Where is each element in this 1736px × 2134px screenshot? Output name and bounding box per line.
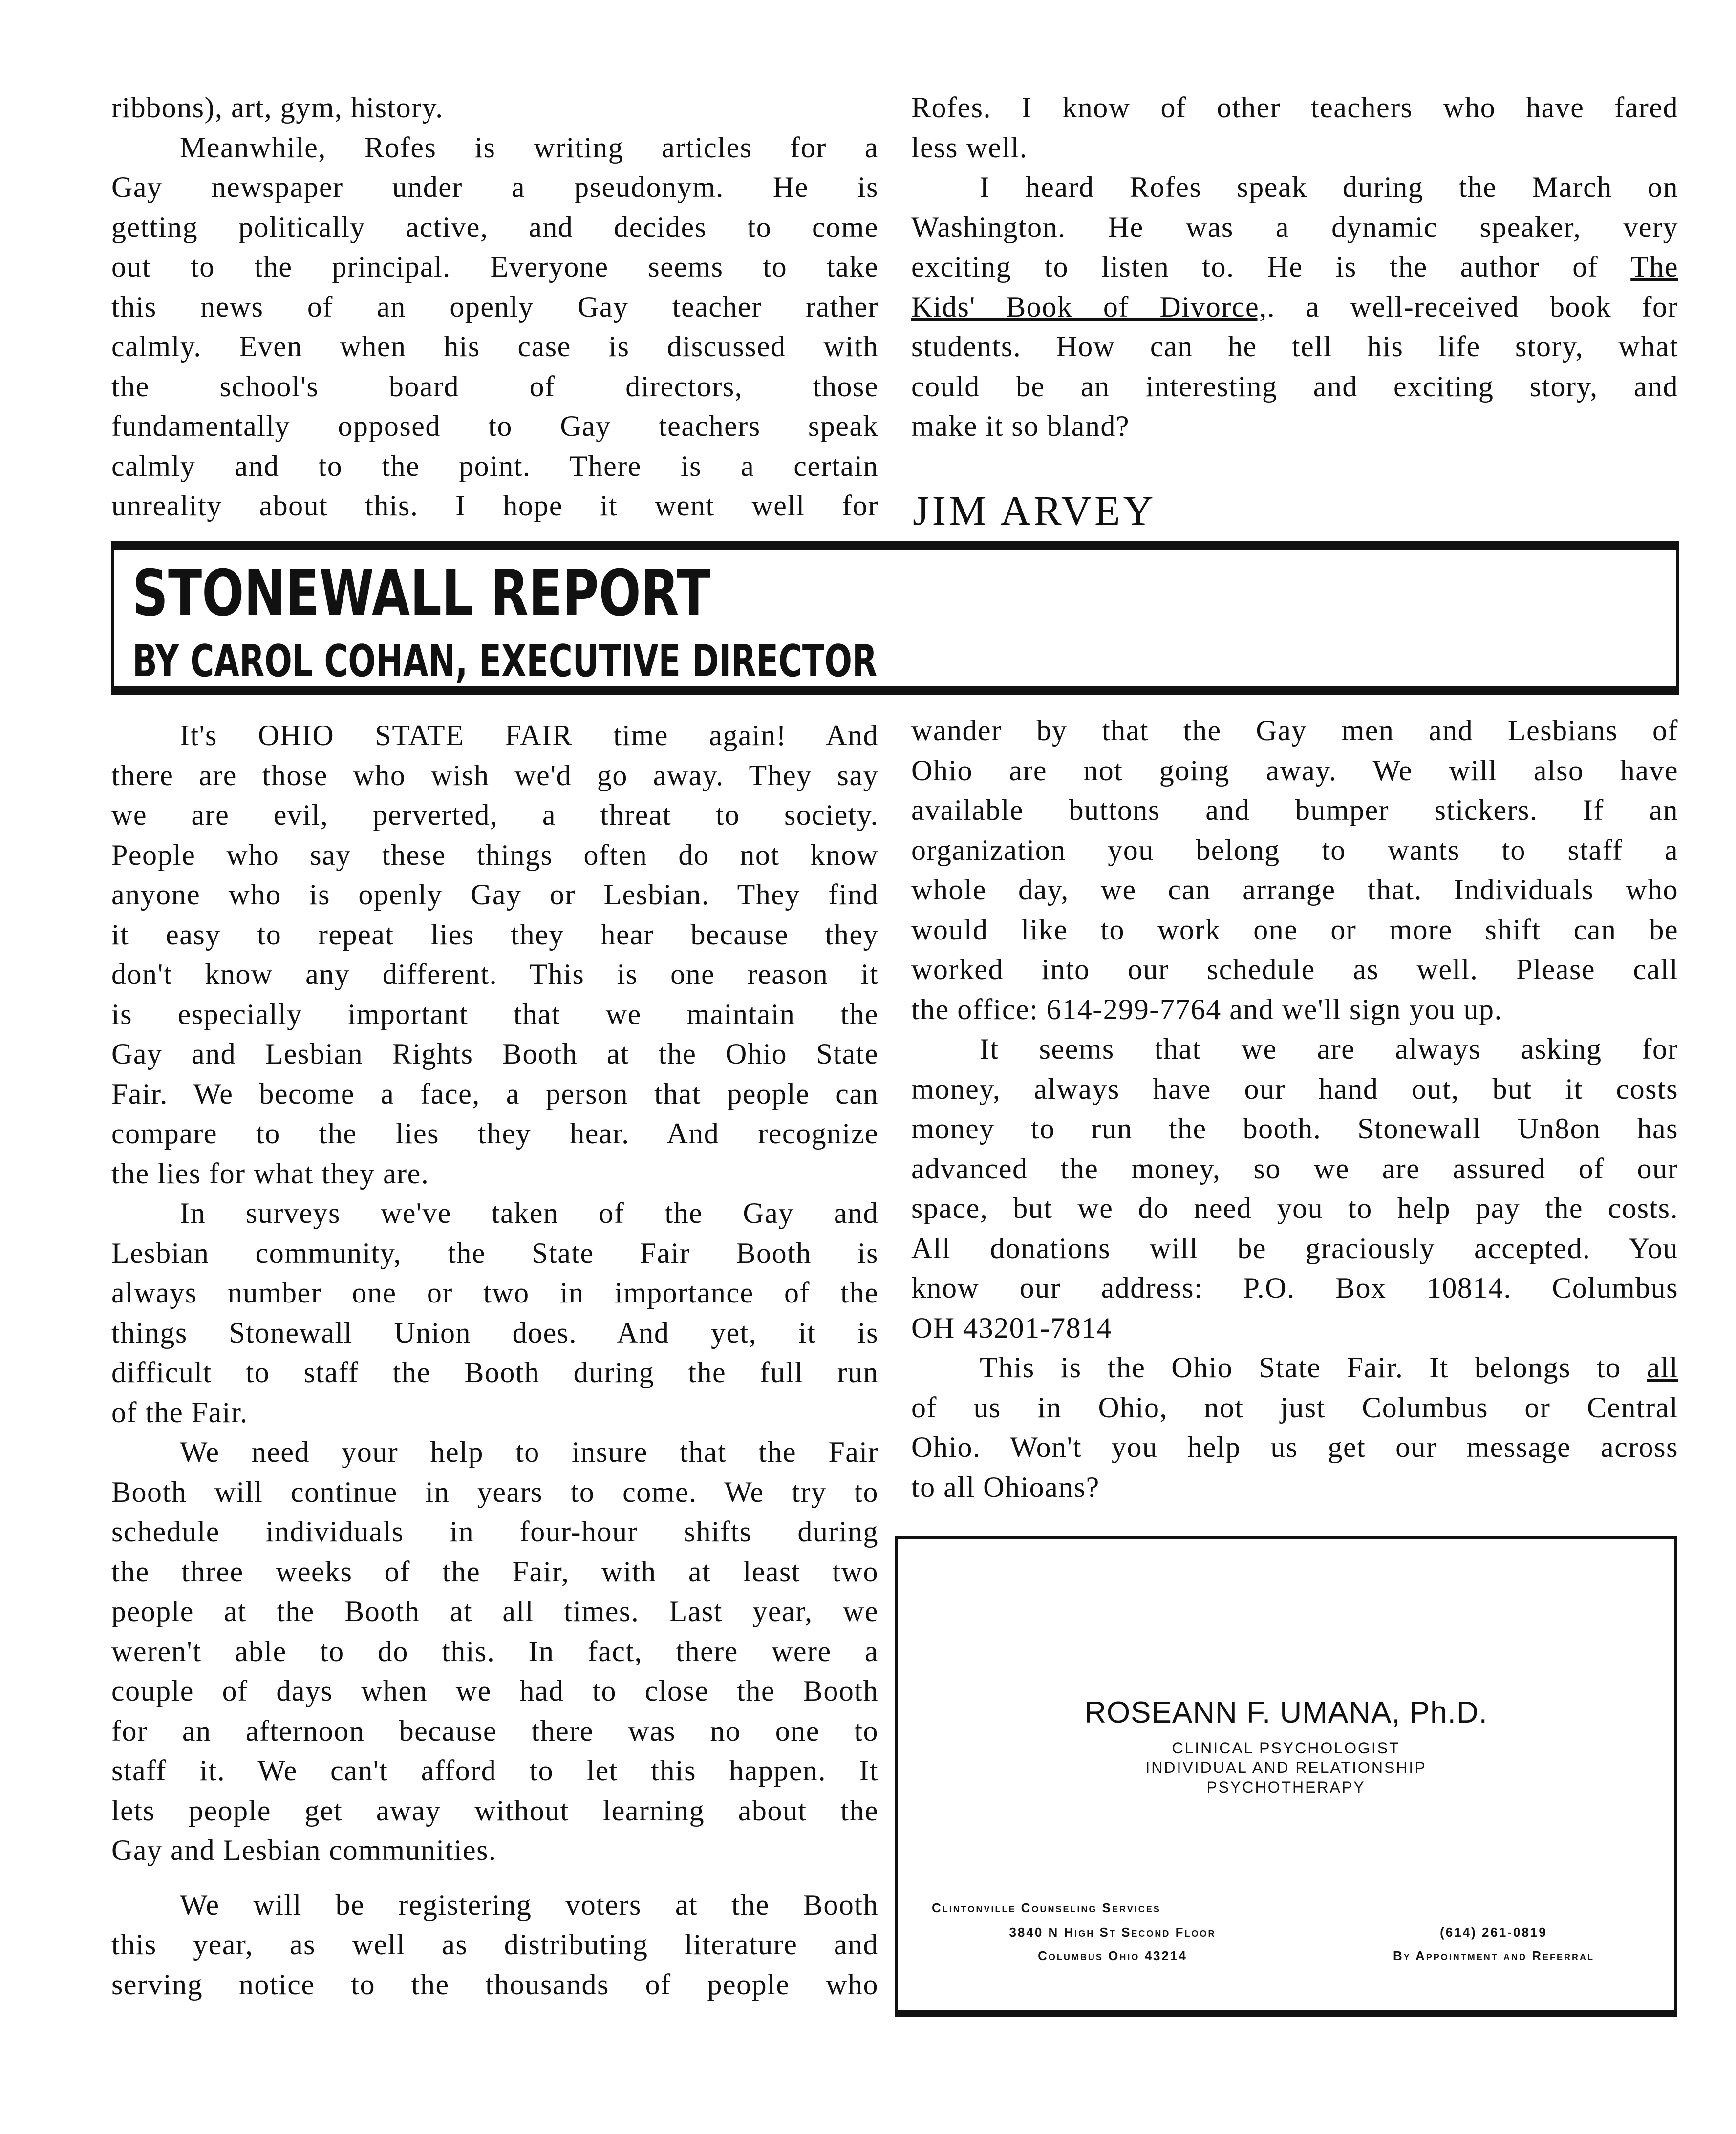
section-title: STONEWALL REPORT bbox=[132, 556, 711, 630]
text-line: the lies for what they are. bbox=[111, 1157, 429, 1190]
text-line: available buttons and bumper stickers. If an bbox=[911, 794, 1678, 826]
text-line: schedule individuals in four-hour shifts during bbox=[111, 1515, 879, 1548]
text-line: We will be registering voters at the Booth bbox=[180, 1888, 879, 1921]
text-line: people at the Booth at all times. Last year, we bbox=[111, 1595, 879, 1627]
author-byline: JIM ARVEY bbox=[913, 487, 1157, 534]
text-line: could be an interesting and exciting story, and bbox=[911, 370, 1678, 403]
text-line: to all Ohioans? bbox=[911, 1471, 1100, 1503]
underlined-text: The bbox=[1630, 251, 1678, 283]
paragraph bbox=[911, 711, 1678, 1029]
paragraph bbox=[111, 716, 879, 1194]
underlined-text: all bbox=[1647, 1351, 1678, 1384]
text-line bbox=[911, 1348, 1678, 1388]
text-line: calmly and to the point. There is a certain bbox=[111, 449, 879, 482]
text-line: Gay newspaper under a pseudonym. He is bbox=[111, 171, 879, 203]
text-line: out to the principal. Everyone seems to take bbox=[111, 251, 879, 283]
ad-address1: 3840 N High St Second Floor bbox=[1009, 1925, 1216, 1940]
ad-practice: Clintonville Counseling Services bbox=[932, 1900, 1161, 1915]
text-line: the three weeks of the Fair, with at least two bbox=[111, 1555, 879, 1588]
paragraph bbox=[911, 88, 1678, 168]
text-line: space, but we do need you to help pay the costs. bbox=[911, 1192, 1678, 1224]
text-line: students. How can he tell his life story, what bbox=[911, 330, 1678, 363]
text-line: make it so bland? bbox=[911, 410, 1130, 442]
paragraph bbox=[111, 1885, 879, 2005]
text-line: don't know any different. This is one reason it bbox=[111, 958, 879, 990]
text-line: I heard Rofes speak during the March on bbox=[980, 171, 1678, 203]
stonewall-report-header bbox=[111, 541, 1679, 695]
text-line: In surveys we've taken of the Gay and bbox=[180, 1197, 879, 1229]
text-line: things Stonewall Union does. And yet, it is bbox=[111, 1316, 879, 1349]
text-line: money to run the booth. Stonewall Un8on has bbox=[911, 1112, 1678, 1145]
text-line: this news of an openly Gay teacher rather bbox=[111, 290, 879, 323]
text-line: there are those who wish we'd go away. They say bbox=[111, 759, 879, 791]
text-line: OH 43201-7814 bbox=[911, 1311, 1113, 1344]
text-line: It seems that we are always asking for bbox=[980, 1033, 1678, 1065]
text-line: unreality about this. I hope it went well for bbox=[111, 490, 879, 522]
text-line: serving notice to the thousands of people who bbox=[111, 1968, 879, 2001]
text-line: couple of days when we had to close the Booth bbox=[111, 1675, 879, 1707]
text-segment: . a well-received book for bbox=[1267, 290, 1678, 323]
ad-phone: (614) 261-0819 bbox=[1440, 1925, 1547, 1940]
text-line: know our address: P.O. Box 10814. Columbus bbox=[911, 1272, 1678, 1304]
text-line: All donations will be graciously accepted. You bbox=[911, 1232, 1678, 1264]
text-line: it easy to repeat lies they hear because they bbox=[111, 918, 879, 951]
text-line: difficult to staff the Booth during the full run bbox=[111, 1356, 879, 1388]
paragraph bbox=[111, 1432, 879, 1871]
underlined-text: Kids' Book of Divorce, bbox=[911, 290, 1267, 323]
text-line: would like to work one or more shift can be bbox=[911, 913, 1678, 946]
paragraph bbox=[111, 1194, 879, 1432]
text-line: we are evil, perverted, a threat to society. bbox=[111, 799, 879, 831]
article-top-left-column bbox=[111, 88, 879, 526]
text-line: It's OHIO STATE FAIR time again! And bbox=[180, 719, 879, 751]
paragraph bbox=[111, 128, 879, 526]
ad-services-2: PSYCHOTHERAPY bbox=[1206, 1778, 1366, 1796]
business-card-ad bbox=[895, 1536, 1677, 2017]
text-line: lets people get away without learning about the bbox=[111, 1794, 879, 1827]
text-line: Lesbian community, the State Fair Booth is bbox=[111, 1237, 879, 1269]
text-line: Ohio. Won't you help us get our message across bbox=[911, 1431, 1678, 1463]
ad-name: ROSEANN F. UMANA, Ph.D. bbox=[1084, 1696, 1488, 1729]
text-line: Gay and Lesbian Rights Booth at the Ohio State bbox=[111, 1038, 879, 1070]
text-line: worked into our schedule as well. Please call bbox=[911, 953, 1678, 985]
paragraph bbox=[911, 168, 1678, 447]
text-line: We need your help to insure that the Fair bbox=[180, 1436, 879, 1468]
text-line: this year, as well as distributing literature and bbox=[111, 1928, 879, 1961]
text-line: organization you belong to wants to staff a bbox=[911, 833, 1678, 866]
ad-note: By Appointment and Referral bbox=[1393, 1948, 1595, 1963]
text-line: staff it. We can't afford to let this happen. It bbox=[111, 1754, 879, 1787]
text-line: ribbons), art, gym, history. bbox=[111, 91, 444, 124]
text-line: Fair. We become a face, a person that people can bbox=[111, 1077, 879, 1110]
text-line: is especially important that we maintain the bbox=[111, 998, 879, 1030]
article-main-right-column bbox=[911, 711, 1678, 1507]
section-subtitle: BY CAROL COHAN, EXECUTIVE DIRECTOR bbox=[132, 636, 878, 687]
text-line: of the Fair. bbox=[111, 1396, 248, 1429]
ad-address2: Columbus Ohio 43214 bbox=[1038, 1948, 1187, 1963]
text-line: getting politically active, and decides to come bbox=[111, 211, 879, 243]
text-line: money, always have our hand out, but it costs bbox=[911, 1072, 1678, 1105]
text-line: calmly. Even when his case is discussed with bbox=[111, 330, 879, 363]
paragraph bbox=[911, 1029, 1678, 1348]
ad-services: INDIVIDUAL AND RELATIONSHIP bbox=[1145, 1759, 1427, 1776]
text-segment: exciting to listen to. He is the author of bbox=[911, 251, 1631, 283]
text-line: less well. bbox=[911, 131, 1028, 164]
paragraph bbox=[911, 1348, 1678, 1507]
text-line: Meanwhile, Rofes is writing articles for a bbox=[180, 131, 879, 164]
text-line: Gay and Lesbian communities. bbox=[111, 1834, 497, 1866]
text-line: whole day, we can arrange that. Individuals who bbox=[911, 874, 1678, 906]
article-main-left-column bbox=[111, 716, 879, 2005]
text-line: Rofes. I know of other teachers who have fared bbox=[911, 91, 1678, 124]
ad-title: CLINICAL PSYCHOLOGIST bbox=[1172, 1739, 1400, 1757]
text-line: People who say these things often do not know bbox=[111, 838, 879, 871]
text-line: Ohio are not going away. We will also have bbox=[911, 754, 1678, 787]
text-line: anyone who is openly Gay or Lesbian. They find bbox=[111, 878, 879, 911]
text-line: the office: 614-299-7764 and we'll sign you up. bbox=[911, 993, 1503, 1025]
text-line: of us in Ohio, not just Columbus or Central bbox=[911, 1391, 1678, 1424]
text-line: wander by that the Gay men and Lesbians of bbox=[911, 714, 1678, 747]
text-line: advanced the money, so we are assured of our bbox=[911, 1152, 1678, 1185]
text-line: weren't able to do this. In fact, there were a bbox=[111, 1635, 879, 1667]
text-line: Washington. He was a dynamic speaker, very bbox=[911, 211, 1678, 243]
article-top-right-column bbox=[911, 88, 1678, 447]
text-segment: This is the Ohio State Fair. It belongs to bbox=[980, 1351, 1647, 1384]
text-line: fundamentally opposed to Gay teachers speak bbox=[111, 410, 879, 442]
text-line: always number one or two in importance of the bbox=[111, 1277, 879, 1309]
text-line: the school's board of directors, those bbox=[111, 370, 879, 403]
text-line: compare to the lies they hear. And recognize bbox=[111, 1117, 879, 1150]
text-line bbox=[911, 287, 1678, 327]
text-line: Booth will continue in years to come. We try to bbox=[111, 1475, 879, 1508]
paragraph bbox=[111, 88, 879, 128]
text-line bbox=[911, 247, 1678, 287]
text-line: for an afternoon because there was no one to bbox=[111, 1714, 879, 1747]
